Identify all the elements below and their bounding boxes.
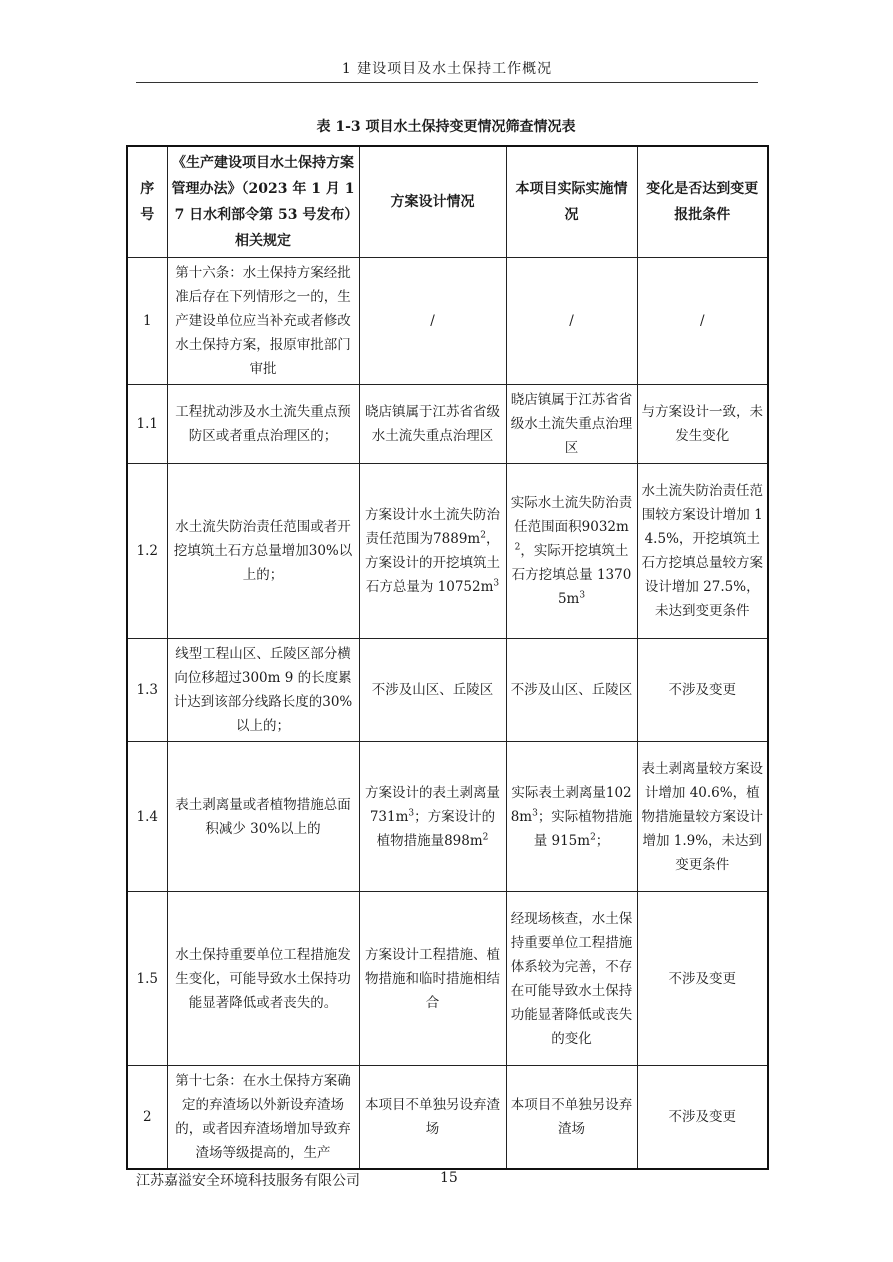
- header-divider: [136, 82, 758, 83]
- design-text-a: 方案设计水土流失防治责任范围为7889m: [365, 507, 500, 547]
- row-seq: 1.1: [127, 385, 167, 464]
- row-actual: /: [506, 258, 637, 385]
- row-design: 晓店镇属于江苏省省级水土流失重点治理区: [359, 385, 506, 464]
- header-design: 方案设计情况: [359, 146, 506, 258]
- design-text-a: 方案设计的表土剥离量 731m: [365, 784, 500, 825]
- row-rule: 水土保持重要单位工程措施发生变化，可能导致水土保持功能显著降低或者丧失的。: [167, 892, 359, 1066]
- row-rule: 水土流失防治责任范围或者开挖填筑土石方总量增加30%以上的；: [167, 464, 359, 639]
- table-row: [127, 742, 768, 892]
- row-design: [359, 742, 506, 892]
- row-rule: 第十七条：在水土保持方案确定的弃渣场以外新设弃渣场的，或者因弃渣场增加导致弃渣场等级提高的，生产: [167, 1066, 359, 1170]
- design-sup-2: 2: [482, 832, 489, 842]
- row-seq: 2: [127, 1066, 167, 1170]
- row-design: 方案设计工程措施、植物措施和临时措施相结合: [359, 892, 506, 1066]
- page-header: 1 建设项目及水土保持工作概况: [341, 61, 553, 77]
- row-design: 不涉及山区、丘陵区: [359, 639, 506, 742]
- page-number: 15: [440, 1170, 458, 1186]
- row-rule: 线型工程山区、丘陵区部分横向位移超过300m 9 的长度累计达到该部分线路长度的30%以上的；: [167, 639, 359, 742]
- table-row: [127, 1066, 768, 1170]
- actual-sup-2: 2: [590, 832, 596, 842]
- row-design: 本项目不单独另设弃渣场: [359, 1066, 506, 1170]
- table-row: [127, 385, 768, 464]
- actual-text-c: ；: [595, 832, 610, 849]
- row-result: 不涉及变更: [637, 1066, 768, 1170]
- table-row: [127, 258, 768, 385]
- header-seq: 序号: [127, 146, 167, 258]
- row-rule: 第十六条：水土保持方案经批准后存在下列情形之一的，生产建设单位应当补充或者修改水土保持方案，报原审批部门审批: [167, 258, 359, 385]
- design-sup-1: 2: [480, 530, 486, 541]
- design-text-b: ，方案设计的开挖填筑土石方总量为 10752m: [365, 531, 500, 595]
- header-result: 变化是否达到变更报批条件: [637, 146, 768, 258]
- design-sup-1: 3: [408, 808, 415, 818]
- actual-sup-1: 2: [514, 542, 521, 553]
- table-row: [127, 639, 768, 742]
- design-text-b: ；方案设计的植物措施量898m: [376, 808, 496, 849]
- row-seq: 1.4: [127, 742, 167, 892]
- row-result: 与方案设计一致，未发生变化: [637, 385, 768, 464]
- row-seq: 1.5: [127, 892, 167, 1066]
- header-actual: 本项目实际实施情况: [506, 146, 637, 258]
- row-actual: 晓店镇属于江苏省省级水土流失重点治理区: [506, 385, 637, 464]
- footer-company: 江苏嘉溢安全环境科技服务有限公司: [136, 1173, 360, 1189]
- row-seq: 1.3: [127, 639, 167, 742]
- table-row: [127, 892, 768, 1066]
- row-result: /: [637, 258, 768, 385]
- actual-text-b: ，实际开挖填筑土石方挖填总量 13705m: [511, 543, 632, 607]
- actual-sup-1: 3: [532, 808, 538, 818]
- row-actual: [506, 464, 637, 639]
- actual-sup-2: 3: [579, 590, 586, 601]
- table-header-row: [127, 146, 768, 258]
- table-caption: 表 1-3 项目水土保持变更情况筛查情况表: [316, 119, 576, 135]
- row-rule: 表土剥离量或者植物措施总面积减少 30%以上的: [167, 742, 359, 892]
- row-seq: 1.2: [127, 464, 167, 639]
- row-actual: 本项目不单独另设弃渣场: [506, 1066, 637, 1170]
- actual-text-b: ；实际植物措施量 915m: [533, 808, 633, 849]
- design-sup-2: 3: [493, 578, 500, 589]
- row-rule: 工程扰动涉及水土流失重点预防区或者重点治理区的；: [167, 385, 359, 464]
- row-design: /: [359, 258, 506, 385]
- row-result: 水土流失防治责任范围较方案设计增加 14.5%，开挖填筑土石方挖填总量较方案设计增加 27.5%，未达到变更条件: [637, 464, 768, 639]
- table-row: [127, 464, 768, 639]
- row-seq: 1: [127, 258, 167, 385]
- actual-text-a: 实际表土剥离量1028m: [510, 784, 632, 825]
- row-actual: 经现场核查，水土保持重要单位工程措施体系较为完善，不存在可能导致水土保持功能显著降低或丧失的变化: [506, 892, 637, 1066]
- row-result: 表土剥离量较方案设计增加 40.6%，植物措施量较方案设计增加 1.9%，未达到变更条件: [637, 742, 768, 892]
- actual-text-a: 实际水土流失防治责任范围面积9032m: [510, 495, 633, 535]
- row-actual: 不涉及山区、丘陵区: [506, 639, 637, 742]
- change-screening-table: [126, 145, 769, 1170]
- header-rule: 《生产建设项目水土保持方案管理办法》（2023 年 1 月 17 日水利部令第 53 号发布）相关规定: [167, 146, 359, 258]
- row-result: 不涉及变更: [637, 892, 768, 1066]
- row-actual: [506, 742, 637, 892]
- row-design: [359, 464, 506, 639]
- row-result: 不涉及变更: [637, 639, 768, 742]
